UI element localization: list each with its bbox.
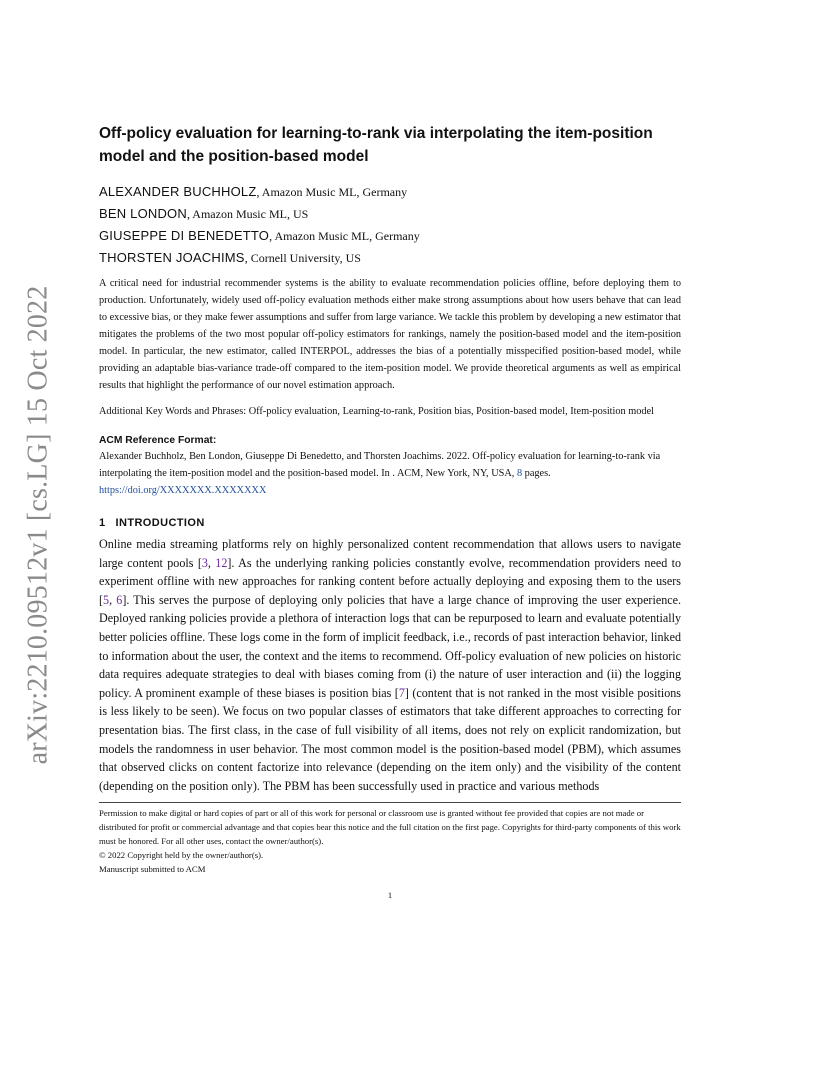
abstract: A critical need for industrial recommender systems is the ability to evaluate recommendation policies offline, before deploying them to production. Unfortunately, widely used off-policy evaluation methods either make strong assumptions about how users behave that can lead to excessive bias, or they make fewer assumptions and suffer from large variance. We tackle this problem by developing a new estimator that mitigates the problems of the two most popular off-policy estimators for rankings, namely the position-based model and the item-position model. In particular, the new estimator, called INTERPOL, addresses the bias of a potentially misspecified position-based model, while providing an adaptable bias-variance trade-off compared to the item-position model. We provide theoretical arguments as well as empirical results that highlight the performance of our novel estimation approach. <box>99 278 681 391</box>
intro-text: ]. This serves the purpose of deploying only policies that have a large chance of improving the user experience. Deployed ranking policies provide a plethora of interaction logs that can be repurposed to learn and evaluate potentially better policies offline. These logs come in the form of implicit feedback, i.e., records of past interaction behavior, linked to information about the user, the context and the items to recommend. Off-policy evaluation of new policies on historic data requires adequate strategies to deal with biases coming from (i) the nature of user interaction and (ii) the logging policy. A prominent example of these biases is position bias [ <box>99 592 681 700</box>
acm-reference-body: Alexander Buchholz, Ben London, Giuseppe Di Benedetto, and Thorsten Joachims. 2022. Off-policy evaluation for learning-to-rank via interpolating the item-position model and the position-based model. In . ACM, New York, NY, USA, <box>99 451 661 479</box>
intro-text: ]. As the underlying ranking policies constantly evolve, recommendation providers need to experiment offline with new approaches for ranking content before actually deploying and exposing them to the users [ <box>99 555 682 607</box>
citation-separator: , <box>207 555 216 570</box>
citation-link[interactable]: 12 <box>215 555 228 570</box>
intro-text: ] (content that is not ranked in the most visible positions is less likely to be seen). We focus on two popular classes of estimators that take different approaches to correcting for presentation bias. The first class, in the case of full visibility of all items, does not rely on explicit randomization, but models the randomness in user behavior. The most common model is the position-based model (PBM), which assumes that observed clicks on content factorize into relevance (depending on the item only) and the visibility of the content (depending on the position only). The PBM has been successfully used in practice and various methods <box>99 685 681 793</box>
author-name: GIUSEPPE DI BENEDETTO <box>99 228 270 243</box>
author-entry <box>99 225 681 247</box>
paper-page <box>99 122 681 795</box>
author-name: BEN LONDON <box>99 206 187 221</box>
intro-text: Online media streaming platforms rely on highly personalized content recommendation that allows users to navigate large content pools [ <box>99 537 681 570</box>
acm-reference-text <box>99 448 681 499</box>
citation-link[interactable]: 6 <box>116 592 123 607</box>
author-list <box>99 181 681 269</box>
author-entry <box>99 247 681 269</box>
arxiv-identifier <box>8 285 68 765</box>
author-affiliation: , Amazon Music ML, US <box>186 207 309 221</box>
arxiv-identifier-text: arXiv:2210.09512v1 [cs.LG] 15 Oct 2022 <box>22 285 54 765</box>
footnote-divider <box>99 802 681 803</box>
paper-title: Off-policy evaluation for learning-to-rank via interpolating the item-position model and the position-based model <box>99 125 653 165</box>
author-entry <box>99 203 681 225</box>
keywords: Additional Key Words and Phrases: Off-policy evaluation, Learning-to-rank, Position bias, Position-based model, Item-position model <box>99 406 655 417</box>
page-number: 1 <box>387 890 393 900</box>
citation-link[interactable]: 3 <box>201 555 208 570</box>
acm-reference-heading: ACM Reference Format: <box>99 435 217 446</box>
introduction-paragraph <box>99 535 681 795</box>
author-entry <box>99 181 681 203</box>
footnote <box>99 806 681 876</box>
acm-reference-pages: pages. <box>522 468 551 479</box>
citation-separator: , <box>109 592 117 607</box>
copyright-notice: © 2022 Copyright held by the owner/author(s). <box>99 850 264 860</box>
section-number: 1 <box>99 517 106 529</box>
pages-link[interactable]: 8 <box>516 468 523 479</box>
author-affiliation: , Amazon Music ML, Germany <box>256 185 408 199</box>
permission-notice: Permission to make digital or hard copies of part or all of this work for personal or classroom use is granted without fee provided that copies are not made or distributed for profit or commercial advantage and that copies bear this notice and the full citation on the first page. Copyrights for third-party components of this work must be honored. For all other uses, contact the owner/author(s). <box>99 808 681 846</box>
author-name: THORSTEN JOACHIMS <box>99 250 245 265</box>
author-affiliation: , Cornell University, US <box>244 251 361 265</box>
manuscript-notice: Manuscript submitted to ACM <box>99 864 206 874</box>
citation-link[interactable]: 5 <box>103 592 110 607</box>
doi-link[interactable]: https://doi.org/XXXXXXX.XXXXXXX <box>99 485 267 496</box>
section-heading <box>99 517 681 529</box>
author-affiliation: , Amazon Music ML, Germany <box>269 229 420 243</box>
citation-link[interactable]: 7 <box>398 685 405 700</box>
author-name: ALEXANDER BUCHHOLZ <box>99 184 257 199</box>
section-title: INTRODUCTION <box>115 517 205 529</box>
